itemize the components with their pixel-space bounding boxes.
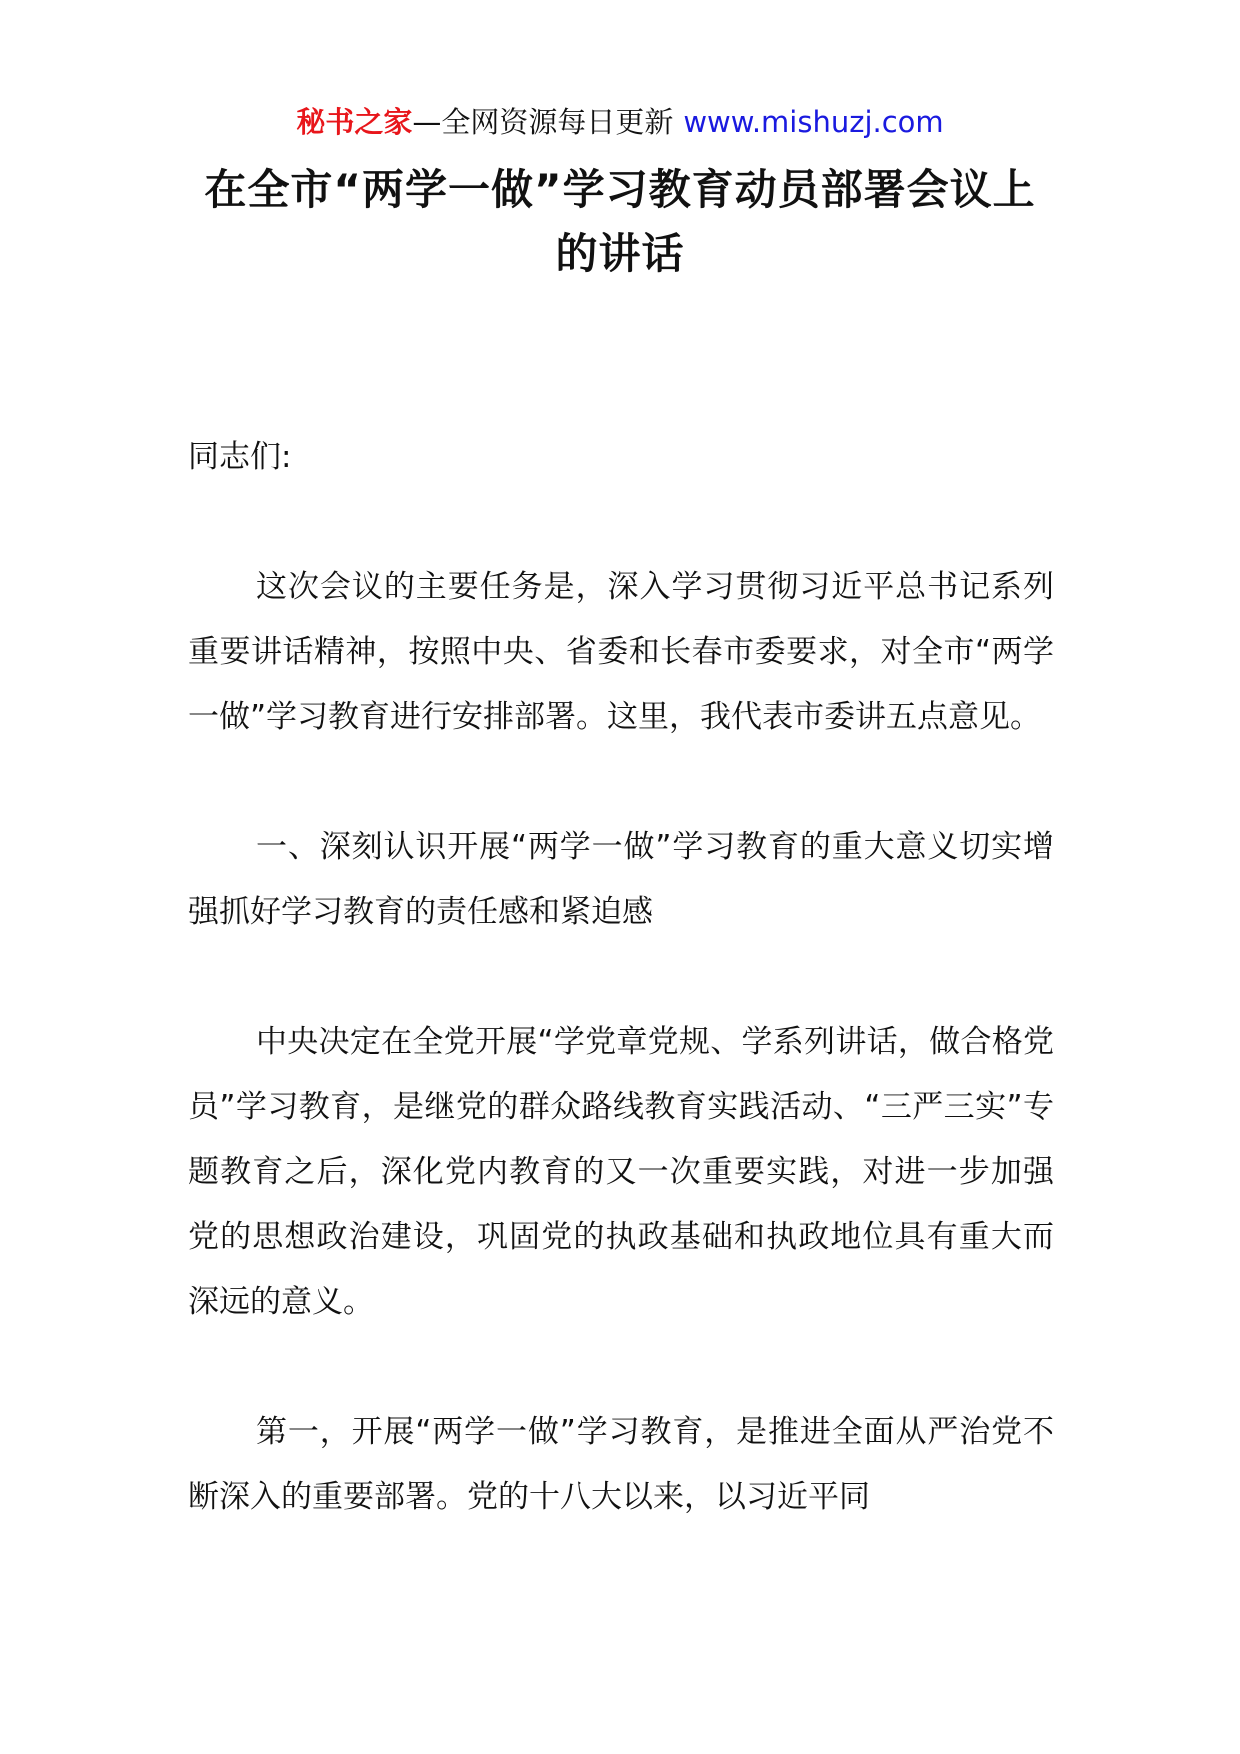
header-slogan: —全网资源每日更新 [412, 105, 674, 139]
paragraph-gap [188, 490, 1054, 555]
section-heading-one: 一、深刻认识开展“两学一做”学习教育的重大意义切实增强抓好学习教育的责任感和紧迫感 [188, 829, 1054, 930]
document-title: 在全市“两学一做”学习教育动员部署会议上的讲话 [204, 165, 1036, 278]
paragraph-central-decision: 中央决定在全党开展“学党章党规、学系列讲话，做合格党员”学习教育，是继党的群众路线教育实践活动、“三严三实”专题教育之后，深化党内教育的又一次重要实践，对进一步加强党的思想政治建设，巩固党的执政基础和执政地位具有重大而深远的意义。 [188, 1024, 1054, 1320]
site-header [0, 100, 1240, 144]
salutation: 同志们: [188, 439, 292, 475]
paragraph-gap [188, 945, 1054, 1010]
paragraph-gap [188, 750, 1054, 815]
paragraph-first-point: 第一，开展“两学一做”学习教育，是推进全面从严治党不断深入的重要部署。党的十八大以来，以习近平同 [188, 1414, 1054, 1515]
site-url-link[interactable]: www.mishuzj.com [683, 105, 944, 139]
paragraph-intro: 这次会议的主要任务是，深入学习贯彻习近平总书记系列重要讲话精神，按照中央、省委和长春市委要求，对全市“两学一做”学习教育进行安排部署。这里，我代表市委讲五点意见。 [188, 569, 1054, 735]
document-body [188, 425, 1054, 1530]
brand-name: 秘书之家 [296, 105, 413, 139]
paragraph-gap [188, 1335, 1054, 1400]
